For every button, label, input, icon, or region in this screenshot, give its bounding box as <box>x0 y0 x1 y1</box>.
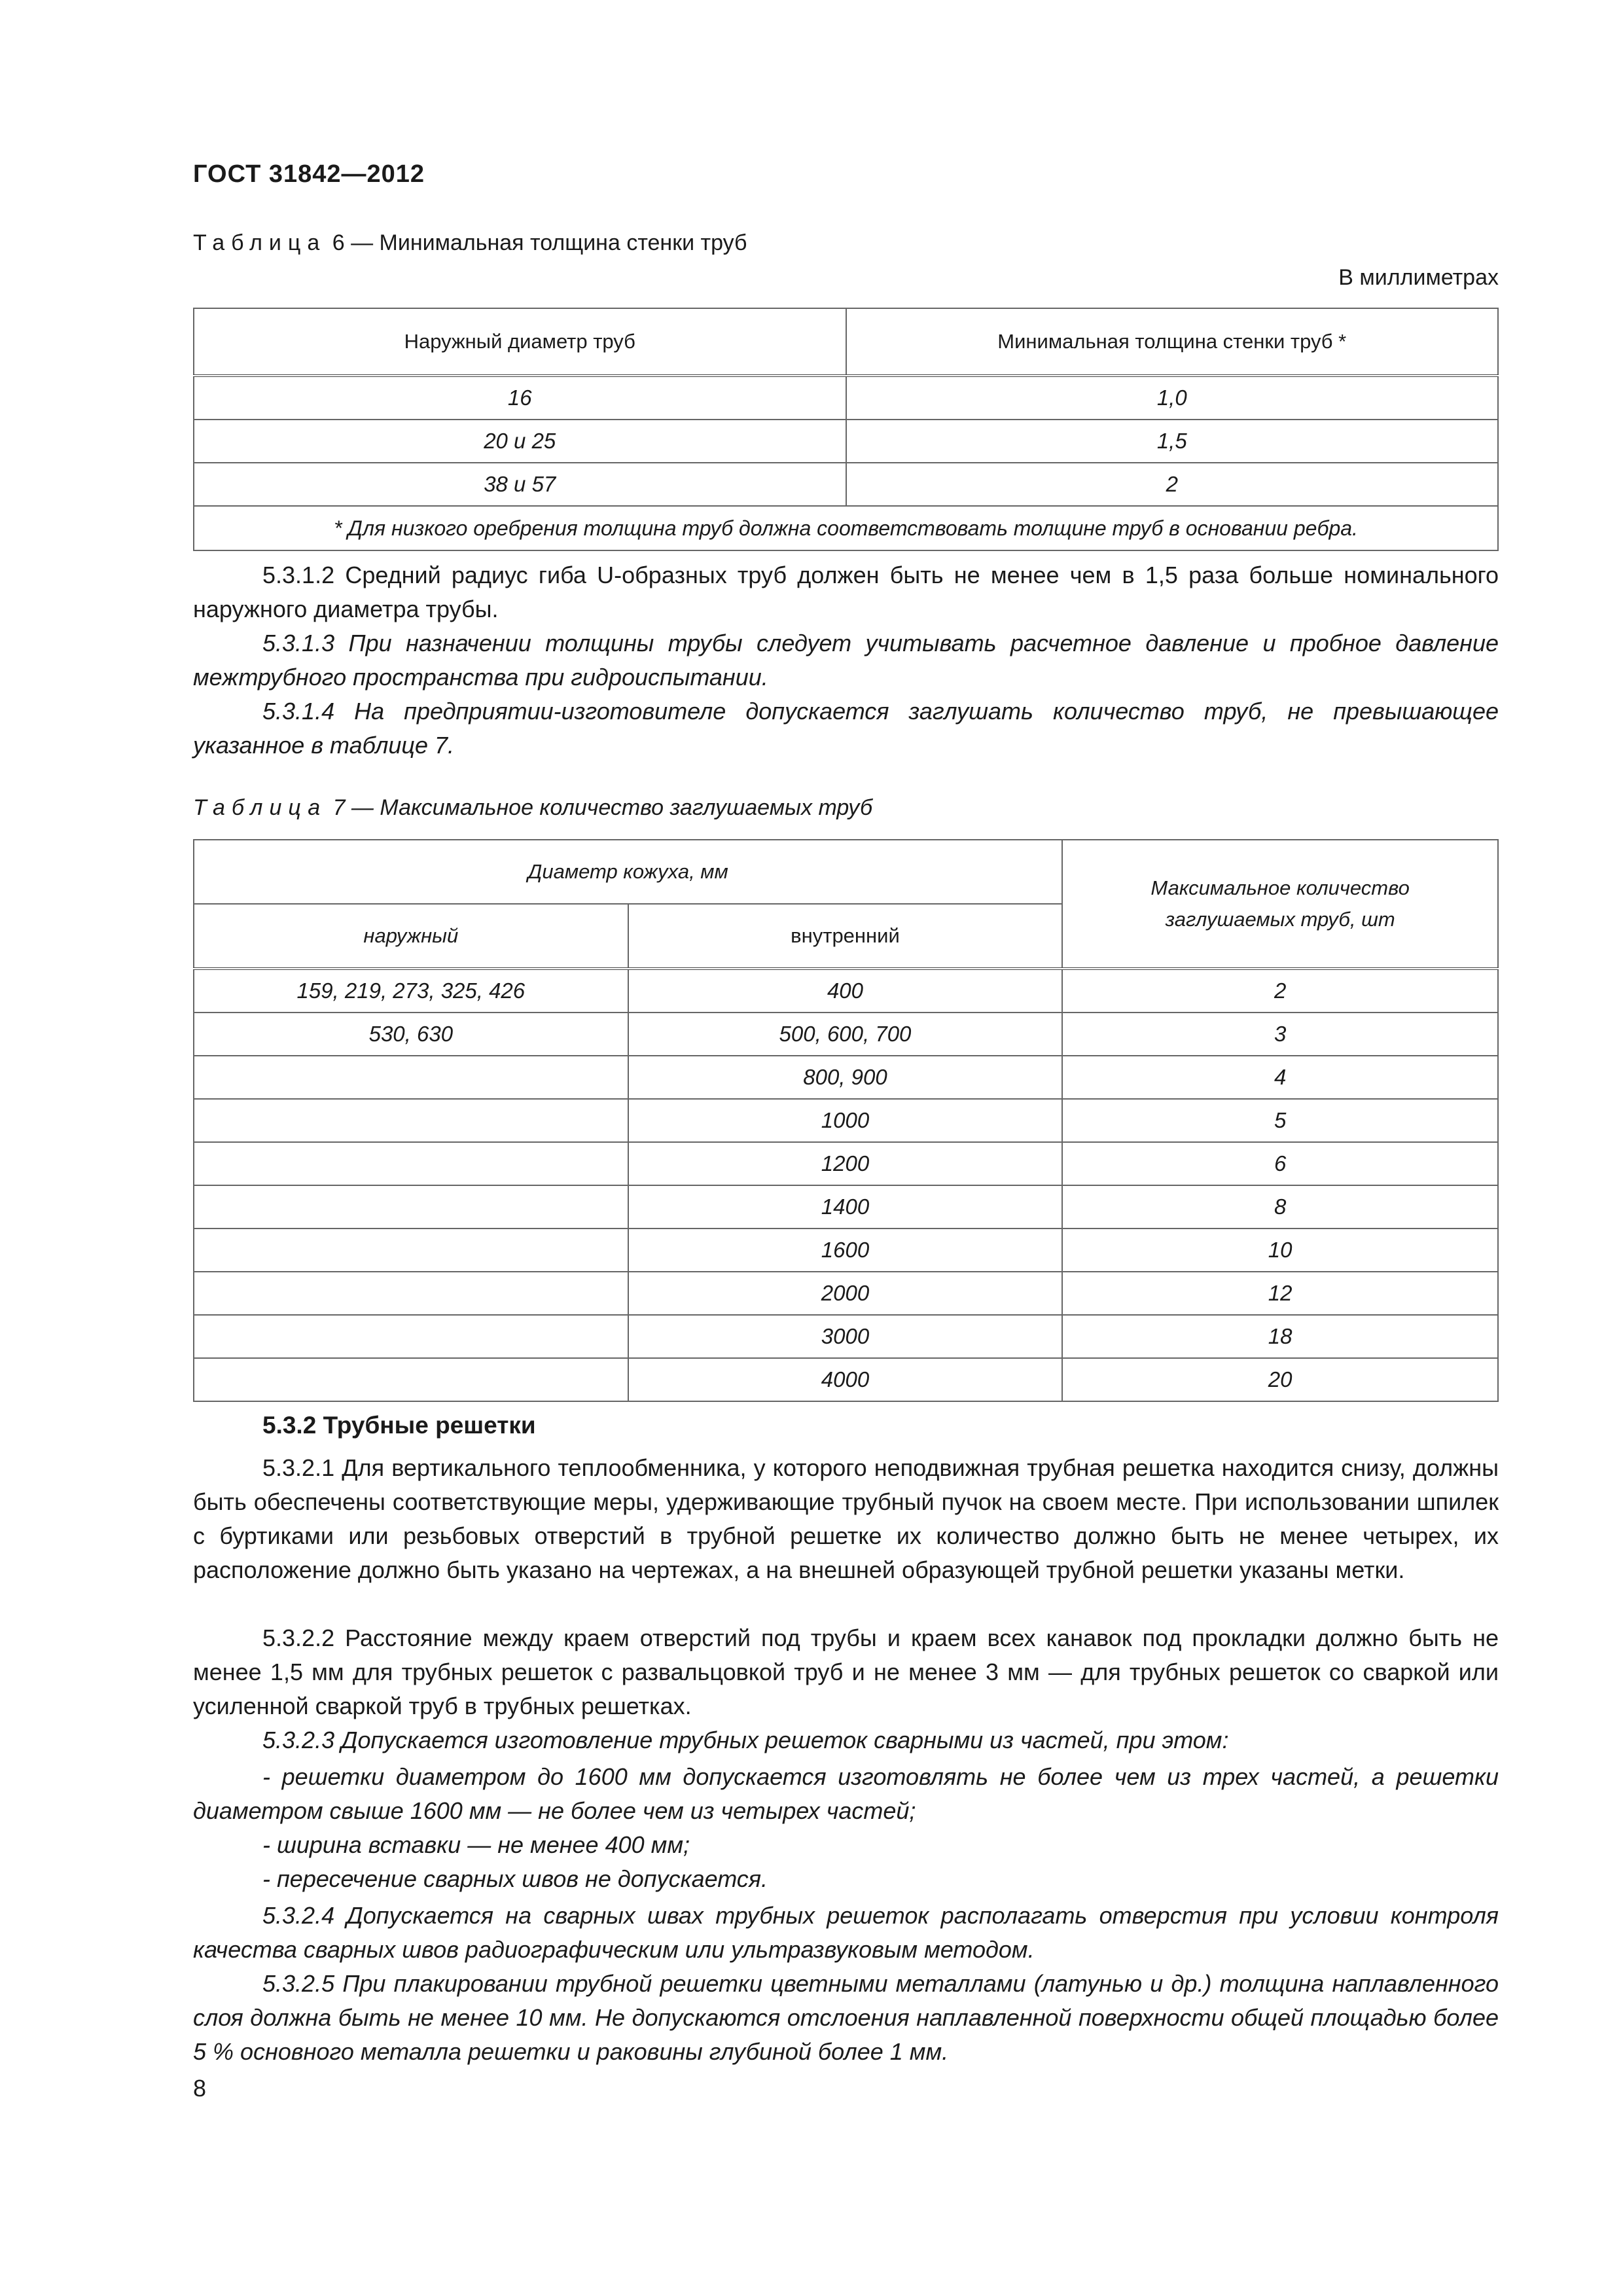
table7-cell: 20 <box>1062 1358 1498 1401</box>
table7-cell: 3 <box>1062 1013 1498 1056</box>
table7-cell <box>194 1229 628 1272</box>
paragraph-text: При назначении толщины трубы следует учитывать расчетное давление и пробное давление межтрубного пространства при гидроиспытании. <box>193 630 1499 691</box>
table7-cell <box>194 1358 628 1401</box>
table-row <box>194 1099 1498 1142</box>
table6-cell: 38 и 57 <box>194 463 846 506</box>
paragraph-5-3-1-4 <box>193 694 1499 762</box>
paragraph-text: При плакировании трубной решетки цветными металлами (латунью и др.) толщина наплавленного слоя должна быть не менее 10 мм. Не допускаются отслоения наплавленной поверхности общей площадью более 5 % основного металла решетки и раковины глубиной более 1 мм. <box>193 1970 1499 2065</box>
table7-cell <box>194 1315 628 1358</box>
paragraph-5-3-1-2 <box>193 558 1499 626</box>
paragraph-5-3-1-3 <box>193 626 1499 694</box>
table6-units: В миллиметрах <box>1338 265 1499 290</box>
table6-cell: 1,5 <box>846 420 1499 463</box>
table-row <box>194 1229 1498 1272</box>
table-row <box>194 1013 1498 1056</box>
paragraph-5-3-2-2 <box>193 1621 1499 1723</box>
table7-cell: 800, 900 <box>628 1056 1063 1099</box>
table6-cell: 2 <box>846 463 1499 506</box>
table7-cell: 1000 <box>628 1099 1063 1142</box>
paragraph-text: Для вертикального теплообменника, у которого неподвижная трубная решетка находится снизу, должны быть обеспечены соответствующие меры, удерживающие трубный пучок на своем месте. При использовании шпилек с буртиками или резьбовых отверстий в трубной решетке их количество должно быть не менее четырех, их расположение должно быть указано на чертежах, а на внешней образующей трубной решетки указаны метки. <box>193 1454 1499 1583</box>
table7-cell: 2 <box>1062 969 1498 1013</box>
table-row <box>194 1358 1498 1401</box>
table7-cell <box>194 1099 628 1142</box>
page-number: 8 <box>193 2075 207 2102</box>
section-title: 5.3.2 Трубные решетки <box>262 1412 536 1439</box>
paragraph-text: На предприятии-изготовителе допускается заглушать количество труб, не превышающее указанное в таблице 7. <box>193 698 1499 759</box>
table7-cell: 2000 <box>628 1272 1063 1315</box>
table6-footnote: * Для низкого оребрения толщина труб должна соответствовать толщине труб в основании ребра. <box>194 506 1498 550</box>
document-header: ГОСТ 31842—2012 <box>193 160 425 188</box>
table-row <box>194 420 1498 463</box>
table7-cell: 18 <box>1062 1315 1498 1358</box>
table6-cell: 16 <box>194 376 846 420</box>
table7-cell: 159, 219, 273, 325, 426 <box>194 969 628 1013</box>
table-row <box>194 463 1498 506</box>
paragraph-5-3-2-4 <box>193 1899 1499 1967</box>
paragraph-5-3-2-1 <box>193 1451 1499 1587</box>
paragraph-5-3-2-5 <box>193 1967 1499 2069</box>
table7-cell: 1600 <box>628 1229 1063 1272</box>
table6-col2-header: Минимальная толщина стенки труб * <box>846 308 1499 376</box>
table7-caption-word: Таблица <box>193 795 327 820</box>
paragraph-number: 5.3.1.4 <box>262 698 335 725</box>
table-row <box>194 1272 1498 1315</box>
table-row <box>194 1142 1498 1185</box>
table7-cell: 1400 <box>628 1185 1063 1229</box>
paragraph-number: 5.3.2.5 <box>262 1970 335 1997</box>
table7-caption-text: 7 — Максимальное количество заглушаемых труб <box>327 795 873 820</box>
list-item-text: - ширина вставки — не менее 400 мм; <box>262 1831 690 1858</box>
table7-cell: 6 <box>1062 1142 1498 1185</box>
table6-caption <box>193 230 747 256</box>
table6-caption-text: 6 — Минимальная толщина стенки труб <box>326 230 747 255</box>
list-item <box>193 1862 1499 1896</box>
table7-cell: 3000 <box>628 1315 1063 1358</box>
table7-group-header: Диаметр кожуха, мм <box>194 840 1062 904</box>
table7 <box>193 839 1499 1402</box>
table7-cell: 4000 <box>628 1358 1063 1401</box>
paragraph-number: 5.3.2.3 <box>262 1727 335 1753</box>
table7-inner-header: внутренний <box>628 904 1063 969</box>
paragraph-number: 5.3.2.4 <box>262 1902 335 1929</box>
list-item-text: - решетки диаметром до 1600 мм допускается изготовлять не более чем из трех частей, а решетки диаметром свыше 1600 мм — не более чем из четырех частей; <box>193 1763 1499 1824</box>
paragraph-5-3-2-3 <box>193 1723 1499 1757</box>
table7-cell: 4 <box>1062 1056 1498 1099</box>
list-item <box>193 1828 1499 1862</box>
paragraph-text: Допускается на сварных швах трубных решеток располагать отверстия при условии контроля качества сварных швов радиографическим или ультразвуковым методом. <box>193 1902 1499 1963</box>
paragraph-text: Расстояние между краем отверстий под трубы и краем всех канавок под прокладки должно быть не менее 1,5 мм для трубных решеток с развальцовкой труб и не менее 3 мм — для трубных решеток со сваркой или усиленной сваркой труб в трубных решетках. <box>193 1624 1499 1719</box>
table7-cell: 10 <box>1062 1229 1498 1272</box>
table7-cell: 530, 630 <box>194 1013 628 1056</box>
table7-cell: 400 <box>628 969 1063 1013</box>
table7-cell: 12 <box>1062 1272 1498 1315</box>
paragraph-text: Допускается изготовление трубных решеток сварными из частей, при этом: <box>334 1727 1229 1753</box>
table7-cell <box>194 1185 628 1229</box>
table7-cell <box>194 1142 628 1185</box>
table7-cell <box>194 1056 628 1099</box>
table-row <box>194 1185 1498 1229</box>
table-row <box>194 969 1498 1013</box>
list-item <box>193 1760 1499 1828</box>
table7-cell: 8 <box>1062 1185 1498 1229</box>
paragraph-number: 5.3.1.3 <box>262 630 335 656</box>
list-item-text: - пересечение сварных швов не допускается. <box>262 1865 768 1892</box>
paragraph-number: 5.3.2.2 <box>262 1624 335 1651</box>
table7-cell: 1200 <box>628 1142 1063 1185</box>
table7-max-header: Максимальное количество заглушаемых труб, шт <box>1062 840 1498 969</box>
table7-cell: 500, 600, 700 <box>628 1013 1063 1056</box>
table7-caption <box>193 795 872 821</box>
table6-col1-header: Наружный диаметр труб <box>194 308 846 376</box>
table7-outer-header: наружный <box>194 904 628 969</box>
paragraph-text: Средний радиус гиба U-образных труб должен быть не менее чем в 1,5 раза больше номинального наружного диаметра трубы. <box>193 562 1499 622</box>
table6-caption-word: Таблица <box>193 230 327 255</box>
table6-cell: 20 и 25 <box>194 420 846 463</box>
paragraph-number: 5.3.1.2 <box>262 562 335 588</box>
table-row <box>194 376 1498 420</box>
table6 <box>193 308 1499 551</box>
table7-cell <box>194 1272 628 1315</box>
table6-cell: 1,0 <box>846 376 1499 420</box>
table-row <box>194 1315 1498 1358</box>
table7-cell: 5 <box>1062 1099 1498 1142</box>
paragraph-number: 5.3.2.1 <box>262 1454 335 1481</box>
table-row <box>194 1056 1498 1099</box>
